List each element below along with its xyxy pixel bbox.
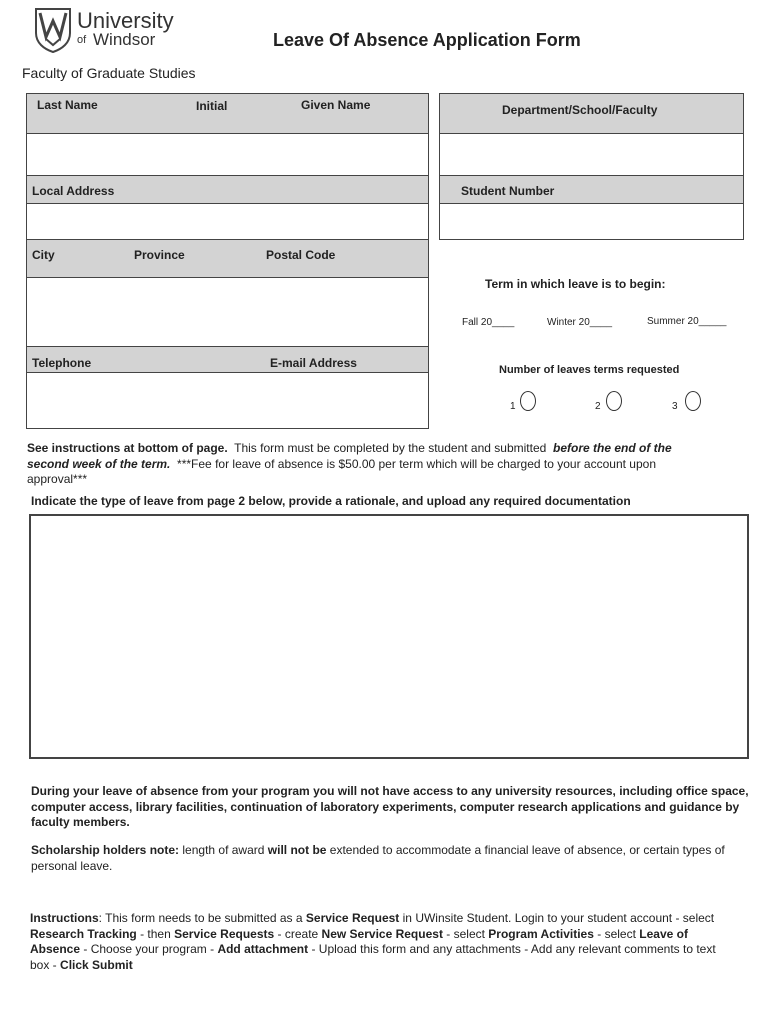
given-name-label: Given Name xyxy=(301,98,371,112)
instr-text-8: - Upload this form and any attachments - Add any relevant comments to text box - xyxy=(30,942,716,972)
city-label: City xyxy=(32,248,55,262)
scholarship-note xyxy=(31,843,751,874)
notice-fee: ***Fee for leave of absence is $50.00 per term which will be charged to your account upon approval*** xyxy=(27,456,656,486)
city-field[interactable] xyxy=(26,277,429,347)
instr-leave-of-absence: Leave of Absence xyxy=(30,926,688,956)
student-number-field[interactable] xyxy=(439,203,744,240)
instr-click-submit: Click Submit xyxy=(60,957,133,972)
instr-program-activities: Program Activities xyxy=(488,926,594,941)
faculty-name: Faculty of Graduate Studies xyxy=(22,65,196,81)
indicate-leave-instruction: Indicate the type of leave from page 2 below, provide a rationale, and upload any required documentation xyxy=(31,494,631,508)
email-label: E-mail Address xyxy=(270,356,357,370)
instr-text-4: - create xyxy=(277,926,319,941)
notice-text: This form must be completed by the student and submitted xyxy=(234,441,547,455)
instr-text-5: - select xyxy=(442,926,485,941)
instr-text-3: - then xyxy=(140,926,171,941)
scholarship-will-not-be: will not be xyxy=(267,843,327,857)
leaves-heading: Number of leaves terms requested xyxy=(499,364,680,376)
rationale-textbox[interactable] xyxy=(29,514,749,759)
instr-new-service-request: New Service Request xyxy=(321,926,443,941)
leave-option-2-label: 2 xyxy=(595,401,601,412)
scholarship-bold: Scholarship holders note: xyxy=(31,843,180,857)
local-address-field[interactable] xyxy=(26,203,429,240)
instr-service-requests: Service Requests xyxy=(174,926,275,941)
city-header xyxy=(26,239,429,278)
winter-term-option[interactable]: Winter 20____ xyxy=(547,317,613,328)
department-label: Department/School/Faculty xyxy=(502,103,658,117)
university-shield-logo xyxy=(34,7,72,53)
scholarship-text-2: extended to accommodate a financial leave of absence, or certain types of personal leave. xyxy=(31,843,725,873)
fall-term-option[interactable]: Fall 20____ xyxy=(462,317,515,328)
logo-university-text: University xyxy=(77,8,174,33)
last-name-label: Last Name xyxy=(37,98,98,112)
instr-text-2: in UWinsite Student. Login to your student account - select xyxy=(402,911,715,925)
submission-notice xyxy=(27,441,687,488)
telephone-field[interactable] xyxy=(26,372,429,429)
term-heading: Term in which leave is to begin: xyxy=(485,277,666,291)
notice-bold: See instructions at bottom of page. xyxy=(27,441,228,455)
instr-text-1: : This form needs to be submitted as a xyxy=(98,911,303,925)
leave-option-1-label: 1 xyxy=(510,401,516,412)
instr-text-6: - select xyxy=(597,926,636,941)
form-title: Leave Of Absence Application Form xyxy=(273,30,581,50)
logo-of-text: of xyxy=(77,34,87,46)
submission-instructions xyxy=(30,911,720,973)
instr-text-7: - Choose your program - xyxy=(83,942,215,956)
instr-research-tracking: Research Tracking xyxy=(30,926,137,941)
scholarship-text-1: length of award xyxy=(182,843,265,857)
leave-option-3-label: 3 xyxy=(672,401,678,412)
name-field[interactable] xyxy=(26,133,429,176)
leave-option-1-radio[interactable] xyxy=(520,391,536,411)
postal-code-label: Postal Code xyxy=(266,248,336,262)
notice-deadline: before the end of the second week of the term. xyxy=(27,441,672,471)
instr-add-attachment: Add attachment xyxy=(217,942,309,956)
instr-service-request: Service Request xyxy=(305,911,400,925)
leave-option-2-radio[interactable] xyxy=(606,391,622,411)
summer-term-option[interactable]: Summer 20_____ xyxy=(647,316,727,327)
initial-label: Initial xyxy=(196,99,228,113)
instructions-label: Instructions xyxy=(30,911,99,925)
access-notice: During your leave of absence from your program you will not have access to any university resources, including office space, computer access, library facilities, continuation of laboratory experiments, computer research applications and guidance by faculty members. xyxy=(31,784,749,829)
local-address-label: Local Address xyxy=(32,184,115,198)
department-field[interactable] xyxy=(439,133,744,176)
leave-option-3-radio[interactable] xyxy=(685,391,701,411)
student-number-label: Student Number xyxy=(461,184,555,198)
logo-windsor-text: Windsor xyxy=(93,30,156,49)
province-label: Province xyxy=(134,248,185,262)
telephone-label: Telephone xyxy=(32,356,92,370)
